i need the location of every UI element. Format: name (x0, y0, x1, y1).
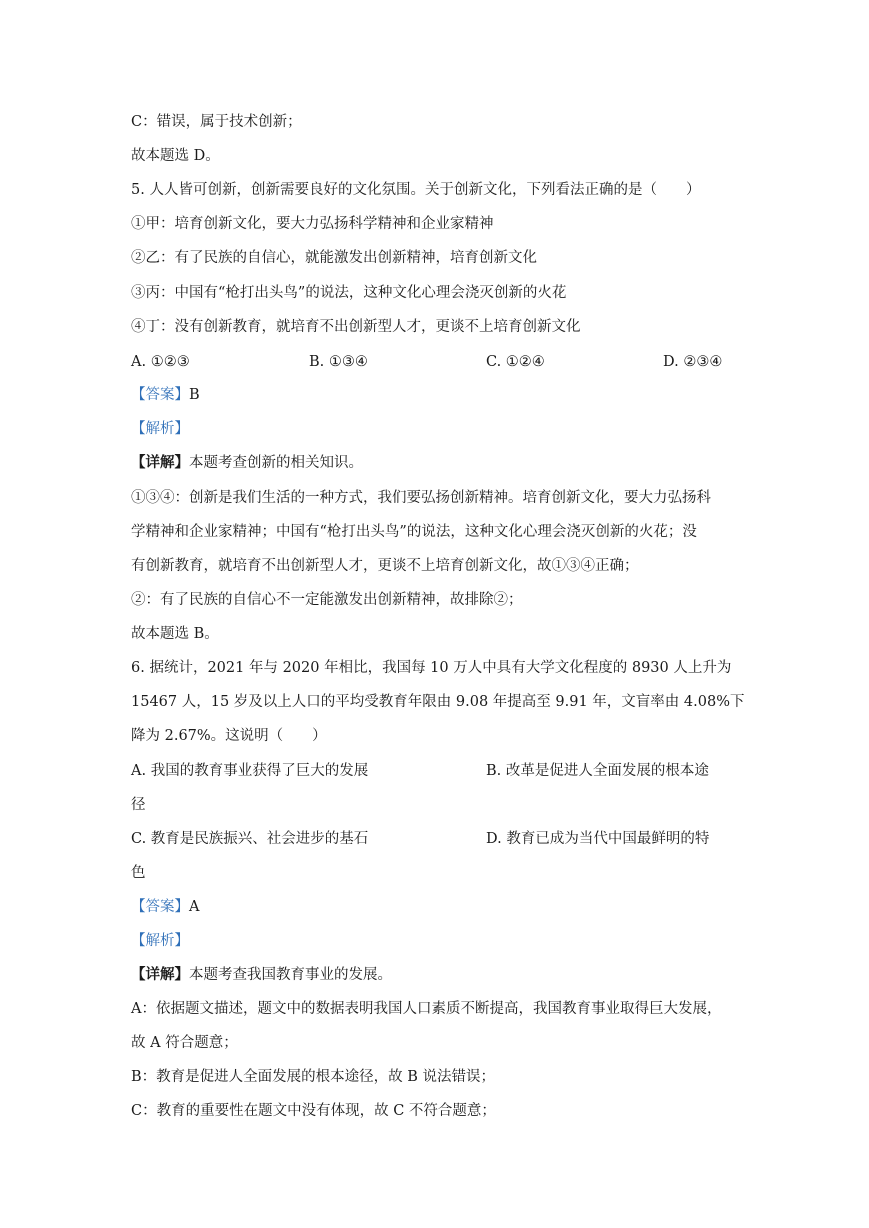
q5-explanation-line: ②：有了民族的自信心不一定能激发出创新精神，故排除②； (131, 592, 523, 608)
q5-option-a: A. ①②③ (131, 354, 190, 370)
detail-intro: 本题考查我国教育事业的发展。 (189, 967, 392, 983)
q5-statement-2: ②乙：有了民族的自信心，就能激发出创新精神，培育创新文化 (131, 250, 537, 266)
q6-option-d-continued: 色 (131, 865, 146, 881)
q4-conclusion: 故本题选 D。 (131, 148, 220, 164)
q5-answer (131, 385, 200, 405)
q5-analysis-tag: 【解析】 (131, 421, 189, 437)
q5-stem: 5. 人人皆可创新，创新需要良好的文化氛围。关于创新文化，下列看法正确的是（ ） (131, 182, 701, 198)
q6-explanation-line: C：教育的重要性在题文中没有体现，故 C 不符合题意； (131, 1103, 496, 1119)
detail-tag: 【详解】 (131, 966, 189, 983)
q6-stem-line: 降为 2.67%。这说明（ ） (131, 728, 327, 744)
q5-detail (131, 453, 363, 473)
answer-tag: 【答案】 (131, 387, 189, 403)
answer-tag: 【答案】 (131, 899, 189, 915)
q5-option-b: B. ①③④ (309, 354, 368, 370)
q6-option-b-continued: 径 (131, 797, 146, 813)
q5-conclusion: 故本题选 B。 (131, 626, 219, 642)
q5-statement-4: ④丁：没有创新教育，就培育不出创新型人才，更谈不上培育创新文化 (131, 319, 581, 335)
q6-explanation-line: 故 A 符合题意； (131, 1035, 238, 1051)
q6-detail (131, 965, 392, 985)
q6-explanation-line: B：教育是促进人全面发展的根本途径，故 B 说法错误； (131, 1069, 496, 1085)
answer-value: B (189, 387, 200, 403)
q5-statement-3: ③丙：中国有“枪打出头鸟”的说法，这种文化心理会浇灭创新的火花 (131, 285, 567, 301)
answer-value: A (189, 899, 200, 915)
q5-explanation-line: 学精神和企业家精神；中国有“枪打出头鸟”的说法，这种文化心理会浇灭创新的火花；没 (131, 524, 697, 540)
q6-explanation-line: A：依据题文描述，题文中的数据表明我国人口素质不断提高，我国教育事业取得巨大发展， (131, 1001, 722, 1017)
q5-option-c: C. ①②④ (486, 354, 545, 370)
q5-explanation-line: 有创新教育，就培育不出创新型人才，更谈不上培育创新文化，故①③④正确； (131, 558, 639, 574)
q6-option-b: B. 改革是促进人全面发展的根本途 (486, 763, 709, 779)
q6-answer (131, 897, 199, 917)
q4-option-c-explanation: C：错误，属于技术创新； (131, 114, 302, 130)
q6-stem-line: 6. 据统计，2021 年与 2020 年相比，我国每 10 万人中具有大学文化程度的 8930 人上升为 (131, 660, 732, 676)
q6-option-d: D. 教育已成为当代中国最鲜明的特 (486, 831, 710, 847)
q5-explanation-line: ①③④：创新是我们生活的一种方式，我们要弘扬创新精神。培育创新文化，要大力弘扬科 (131, 490, 711, 506)
q6-stem-line: 15467 人，15 岁及以上人口的平均受教育年限由 9.08 年提高至 9.91 年，文盲率由 4.08%下 (131, 694, 745, 710)
q6-option-c: C. 教育是民族振兴、社会进步的基石 (131, 831, 369, 847)
q6-option-a: A. 我国的教育事业获得了巨大的发展 (131, 763, 369, 779)
detail-tag: 【详解】 (131, 454, 189, 471)
q6-analysis-tag: 【解析】 (131, 933, 189, 949)
q5-statement-1: ①甲：培育创新文化，要大力弘扬科学精神和企业家精神 (131, 216, 494, 232)
detail-intro: 本题考查创新的相关知识。 (189, 455, 363, 471)
q5-option-d: D. ②③④ (663, 354, 723, 370)
